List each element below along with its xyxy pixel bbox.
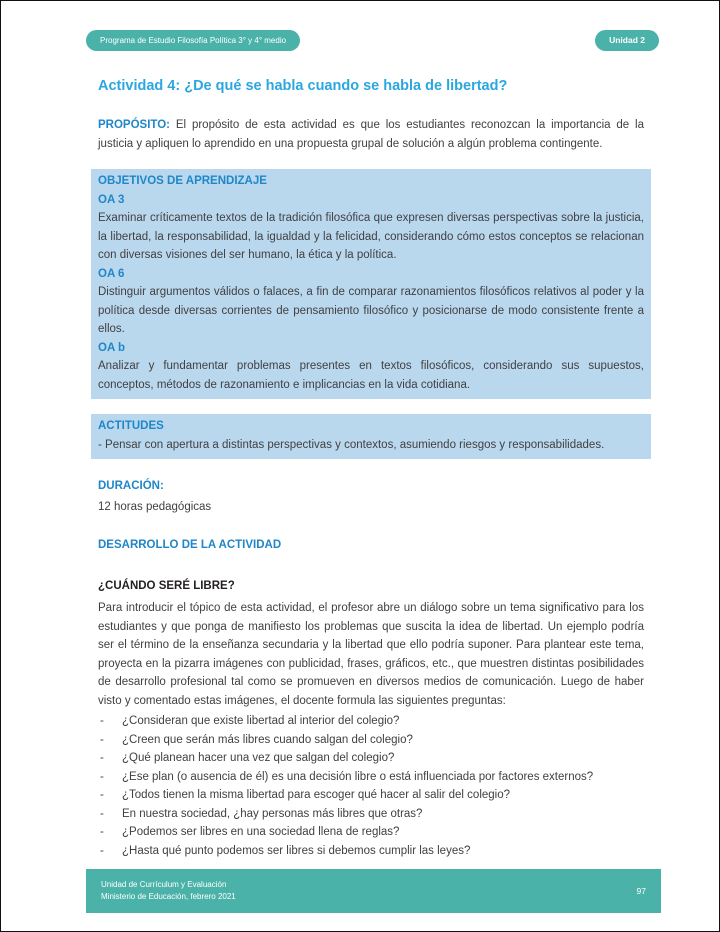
list-item xyxy=(98,823,644,842)
list-item xyxy=(98,768,644,787)
bullet-dash: - xyxy=(100,715,104,727)
list-item xyxy=(98,749,644,768)
objectives-block xyxy=(91,169,651,399)
question-text: ¿Podemos ser libres en una sociedad llena de reglas? xyxy=(122,826,400,838)
objective-text: Examinar críticamente textos de la tradición filosófica que expresen diversas perspectivas sobre la justicia, la libertad, la responsabilidad, la igualdad y la felicidad, considerando cómo estos conceptos se relacionan con diversas visiones del ser humano, la ética y la política. xyxy=(98,212,644,261)
duration-text: 12 horas pedagógicas xyxy=(98,500,212,513)
list-item xyxy=(98,805,644,824)
purpose-paragraph xyxy=(98,116,644,153)
page-content xyxy=(98,77,644,860)
question-text: ¿Qué planean hacer una vez que salgan del colegio? xyxy=(122,752,395,764)
question-text: En nuestra sociedad, ¿hay personas más libres que otras? xyxy=(122,807,423,820)
section-title: ¿CUÁNDO SERÉ LIBRE? xyxy=(98,579,235,592)
unit-label: Unidad 2 xyxy=(609,35,645,45)
objectives-heading: OBJETIVOS DE APRENDIZAJE xyxy=(98,175,267,187)
question-text: ¿Hasta qué punto podemos ser libres si debemos cumplir las leyes? xyxy=(122,844,471,857)
purpose-label: PROPÓSITO: xyxy=(98,119,170,131)
bullet-dash: - xyxy=(100,807,104,820)
footer-credits xyxy=(101,879,236,903)
unit-badge xyxy=(595,30,659,51)
intro-paragraph: Para introducir el tópico de esta actividad, el profesor abre un diálogo sobre un tema significativo para los estudiantes y que ponga de manifiesto los problemas que suscita la idea de libertad. Un ejemplo podría ser el término de la enseñanza secundaria y la libertad que ello podría suponer. Para plantear este tema, proyecta en la pizarra imágenes con publicidad, frases, gráficos, etc., que muestren distintas posibilidades de desarrollo profesional tal como se promueven en diversos medios de comunicación. Luego de haber visto y comentado estas imágenes, el docente formula las siguientes preguntas: xyxy=(98,602,644,707)
program-banner xyxy=(86,30,300,51)
question-text: ¿Creen que serán más libres cuando salgan del colegio? xyxy=(122,733,413,746)
attitudes-text: - Pensar con apertura a distintas perspectivas y contextos, asumiendo riesgos y responsabilidades. xyxy=(98,438,605,451)
purpose-text: El propósito de esta actividad es que los estudiantes reconozcan la importancia de la justicia y apliquen lo aprendido en una propuesta grupal de solución a algún problema contingente. xyxy=(98,119,644,150)
development-heading: DESARROLLO DE LA ACTIVIDAD xyxy=(98,539,282,551)
list-item xyxy=(98,712,644,731)
activity-title: Actividad 4: ¿De qué se habla cuando se habla de libertad? xyxy=(98,78,508,94)
list-item xyxy=(98,786,644,805)
objective-text: Analizar y fundamentar problemas presentes en textos filosóficos, considerando sus supuestos, conceptos, métodos de razonamiento e implicancias en la vida cotidiana. xyxy=(98,360,644,391)
footer-bar xyxy=(86,869,661,913)
page-number: 97 xyxy=(636,886,646,896)
objective-text: Distinguir argumentos válidos o falaces, a fin de comparar razonamientos filosóficos relativos al poder y la política desde diversas corrientes de pensamiento filosófico y posicionarse de modo consistente frente a ellos. xyxy=(98,286,644,335)
questions-list xyxy=(98,712,644,860)
question-text: ¿Consideran que existe libertad al interior del colegio? xyxy=(122,715,400,727)
bullet-dash: - xyxy=(100,826,104,838)
question-text: ¿Todos tienen la misma libertad para escoger qué hacer al salir del colegio? xyxy=(122,789,511,801)
objective-code: OA 6 xyxy=(98,267,125,280)
footer-line1: Unidad de Currículum y Evaluación xyxy=(101,880,227,889)
bullet-dash: - xyxy=(100,789,104,801)
duration-label: DURACIÓN: xyxy=(98,480,164,492)
bullet-dash: - xyxy=(100,844,104,857)
footer-line2: Ministerio de Educación, febrero 2021 xyxy=(101,892,236,901)
bullet-dash: - xyxy=(100,770,104,783)
bullet-dash: - xyxy=(100,752,104,764)
list-item xyxy=(98,731,644,750)
question-text: ¿Ese plan (o ausencia de él) es una decisión libre o está influenciada por factores externos? xyxy=(122,770,594,783)
bullet-dash: - xyxy=(100,733,104,746)
list-item xyxy=(98,842,644,861)
attitudes-block xyxy=(91,414,651,459)
attitudes-heading: ACTITUDES xyxy=(98,420,164,432)
objective-code: OA 3 xyxy=(98,193,125,206)
objective-code: OA b xyxy=(98,341,126,354)
program-title: Programa de Estudio Filosofía Política 3° y 4° medio xyxy=(100,36,287,45)
